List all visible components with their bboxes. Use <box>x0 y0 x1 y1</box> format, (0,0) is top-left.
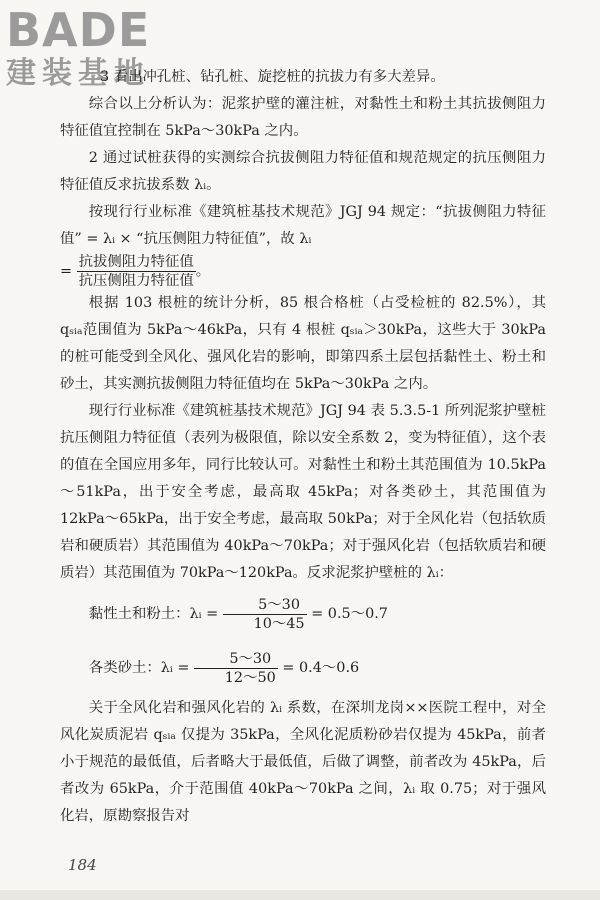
paragraph-2: 综合以上分析认为：泥浆护壁的灌注桩，对黏性土和粉土其抗拔侧阻力特征值宜控制在 5kPa～30kPa 之内。 <box>60 96 546 139</box>
paragraph-6: 现行行业标准《建筑桩基技术规范》JGJ 94 表 5.3.5-1 所列泥浆护壁桩抗压侧阻力特征值（表列为极限值，除以安全系数 2，变为特征值），这个表的值在全国应用多年，同行比较认可。对黏性土和粉土其范围值为 10.5kPa～51kPa，出于安全考虑，最高取 45kPa；对各类砂土，其范围值为 12kPa～65kPa，出于安全考虑，最高取 50kPa；对于全风化岩（包括软质岩和硬质岩）其范围值为 40kPa～70kPa；对于强风化岩（包括软质岩和硬质岩）其范围值为 70kPa～120kPa。反求泥浆护壁桩的 λᵢ： <box>60 403 546 581</box>
ratio-fraction <box>77 253 196 290</box>
ratio-denominator: 抗压侧阻力特征值 <box>78 273 194 289</box>
formula-2-numerator: 5～30 <box>194 650 278 669</box>
bottom-margin <box>0 890 600 900</box>
page-number: 184 <box>68 856 97 874</box>
paragraph-5: 根据 103 根桩的统计分析，85 根合格桩（占受检桩的 82.5%），其 qₛᵢₐ范围值为 5kPa～46kPa，只有 4 根桩 qₛᵢₐ＞30kPa，这些大于 30kPa 的桩可能受到全风化、强风化岩的影响，即第四系土层包括黏性土、粉土和砂土，其实测抗拔侧阻力特征值均在 5kPa～30kPa 之内。 <box>60 295 546 392</box>
body-text <box>60 64 546 830</box>
logo-text-top: BADE <box>6 3 151 57</box>
ratio-numerator: 抗拔侧阻力特征值 <box>78 254 194 270</box>
formula-2-fraction <box>194 650 278 687</box>
formula-2-result: = 0.4～0.6 <box>282 660 360 676</box>
formula-1-result: = 0.5～0.7 <box>311 606 388 622</box>
formula-cohesive-soil <box>60 587 546 641</box>
formula-1-numerator: 5～30 <box>223 596 307 615</box>
paragraph-3: 2 通过试桩获得的实测综合抗拔侧阻力特征值和规范规定的抗压侧阻力特征值反求抗拔系数 λᵢ。 <box>60 150 546 193</box>
formula-sandy-soil <box>60 641 546 695</box>
formula-1-fraction <box>223 596 307 633</box>
formula-2-label: 各类砂土：λᵢ = <box>88 660 190 676</box>
paragraph-7: 关于全风化岩和强风化岩的 λᵢ 系数，在深圳龙岗××医院工程中，对全风化炭质泥岩 qₛᵢₐ 仅提为 35kPa，全风化泥质粉砂岩仅提为 45kPa，前者小于规范的最低值，后者略大于最低值，后做了调整，前者改为 45kPa，后者改为 65kPa，介于范围值 40kPa～70kPa 之间，λᵢ 取 0.75；对于强风化岩，原勘察报告对 <box>60 700 546 824</box>
formula-2-denominator: 12～50 <box>224 669 276 686</box>
paragraph-1: 3 看出冲孔桩、钻孔桩、旋挖桩的抗拔力有多大差异。 <box>100 69 445 85</box>
paragraph-4: 按现行行业标准《建筑桩基技术规范》JGJ 94 规定：“抗拔侧阻力特征值” = λᵢ × “抗压侧阻力特征值”，故 λᵢ = $\frac{\text{抗拔侧阻力特征值}}{\text{抗压侧阻力特征值}}$ 。 <box>60 204 546 289</box>
paragraph-4-text: 按现行行业标准《建筑桩基技术规范》JGJ 94 规定：“抗拔侧阻力特征值” = λᵢ × “抗压侧阻力特征值”，故 λᵢ <box>60 204 546 247</box>
logo-text-bottom: 建装基地 <box>6 56 150 91</box>
formula-1-denominator: 10～45 <box>253 615 305 632</box>
formula-1-label: 黏性土和粉土：λᵢ = <box>88 606 219 622</box>
